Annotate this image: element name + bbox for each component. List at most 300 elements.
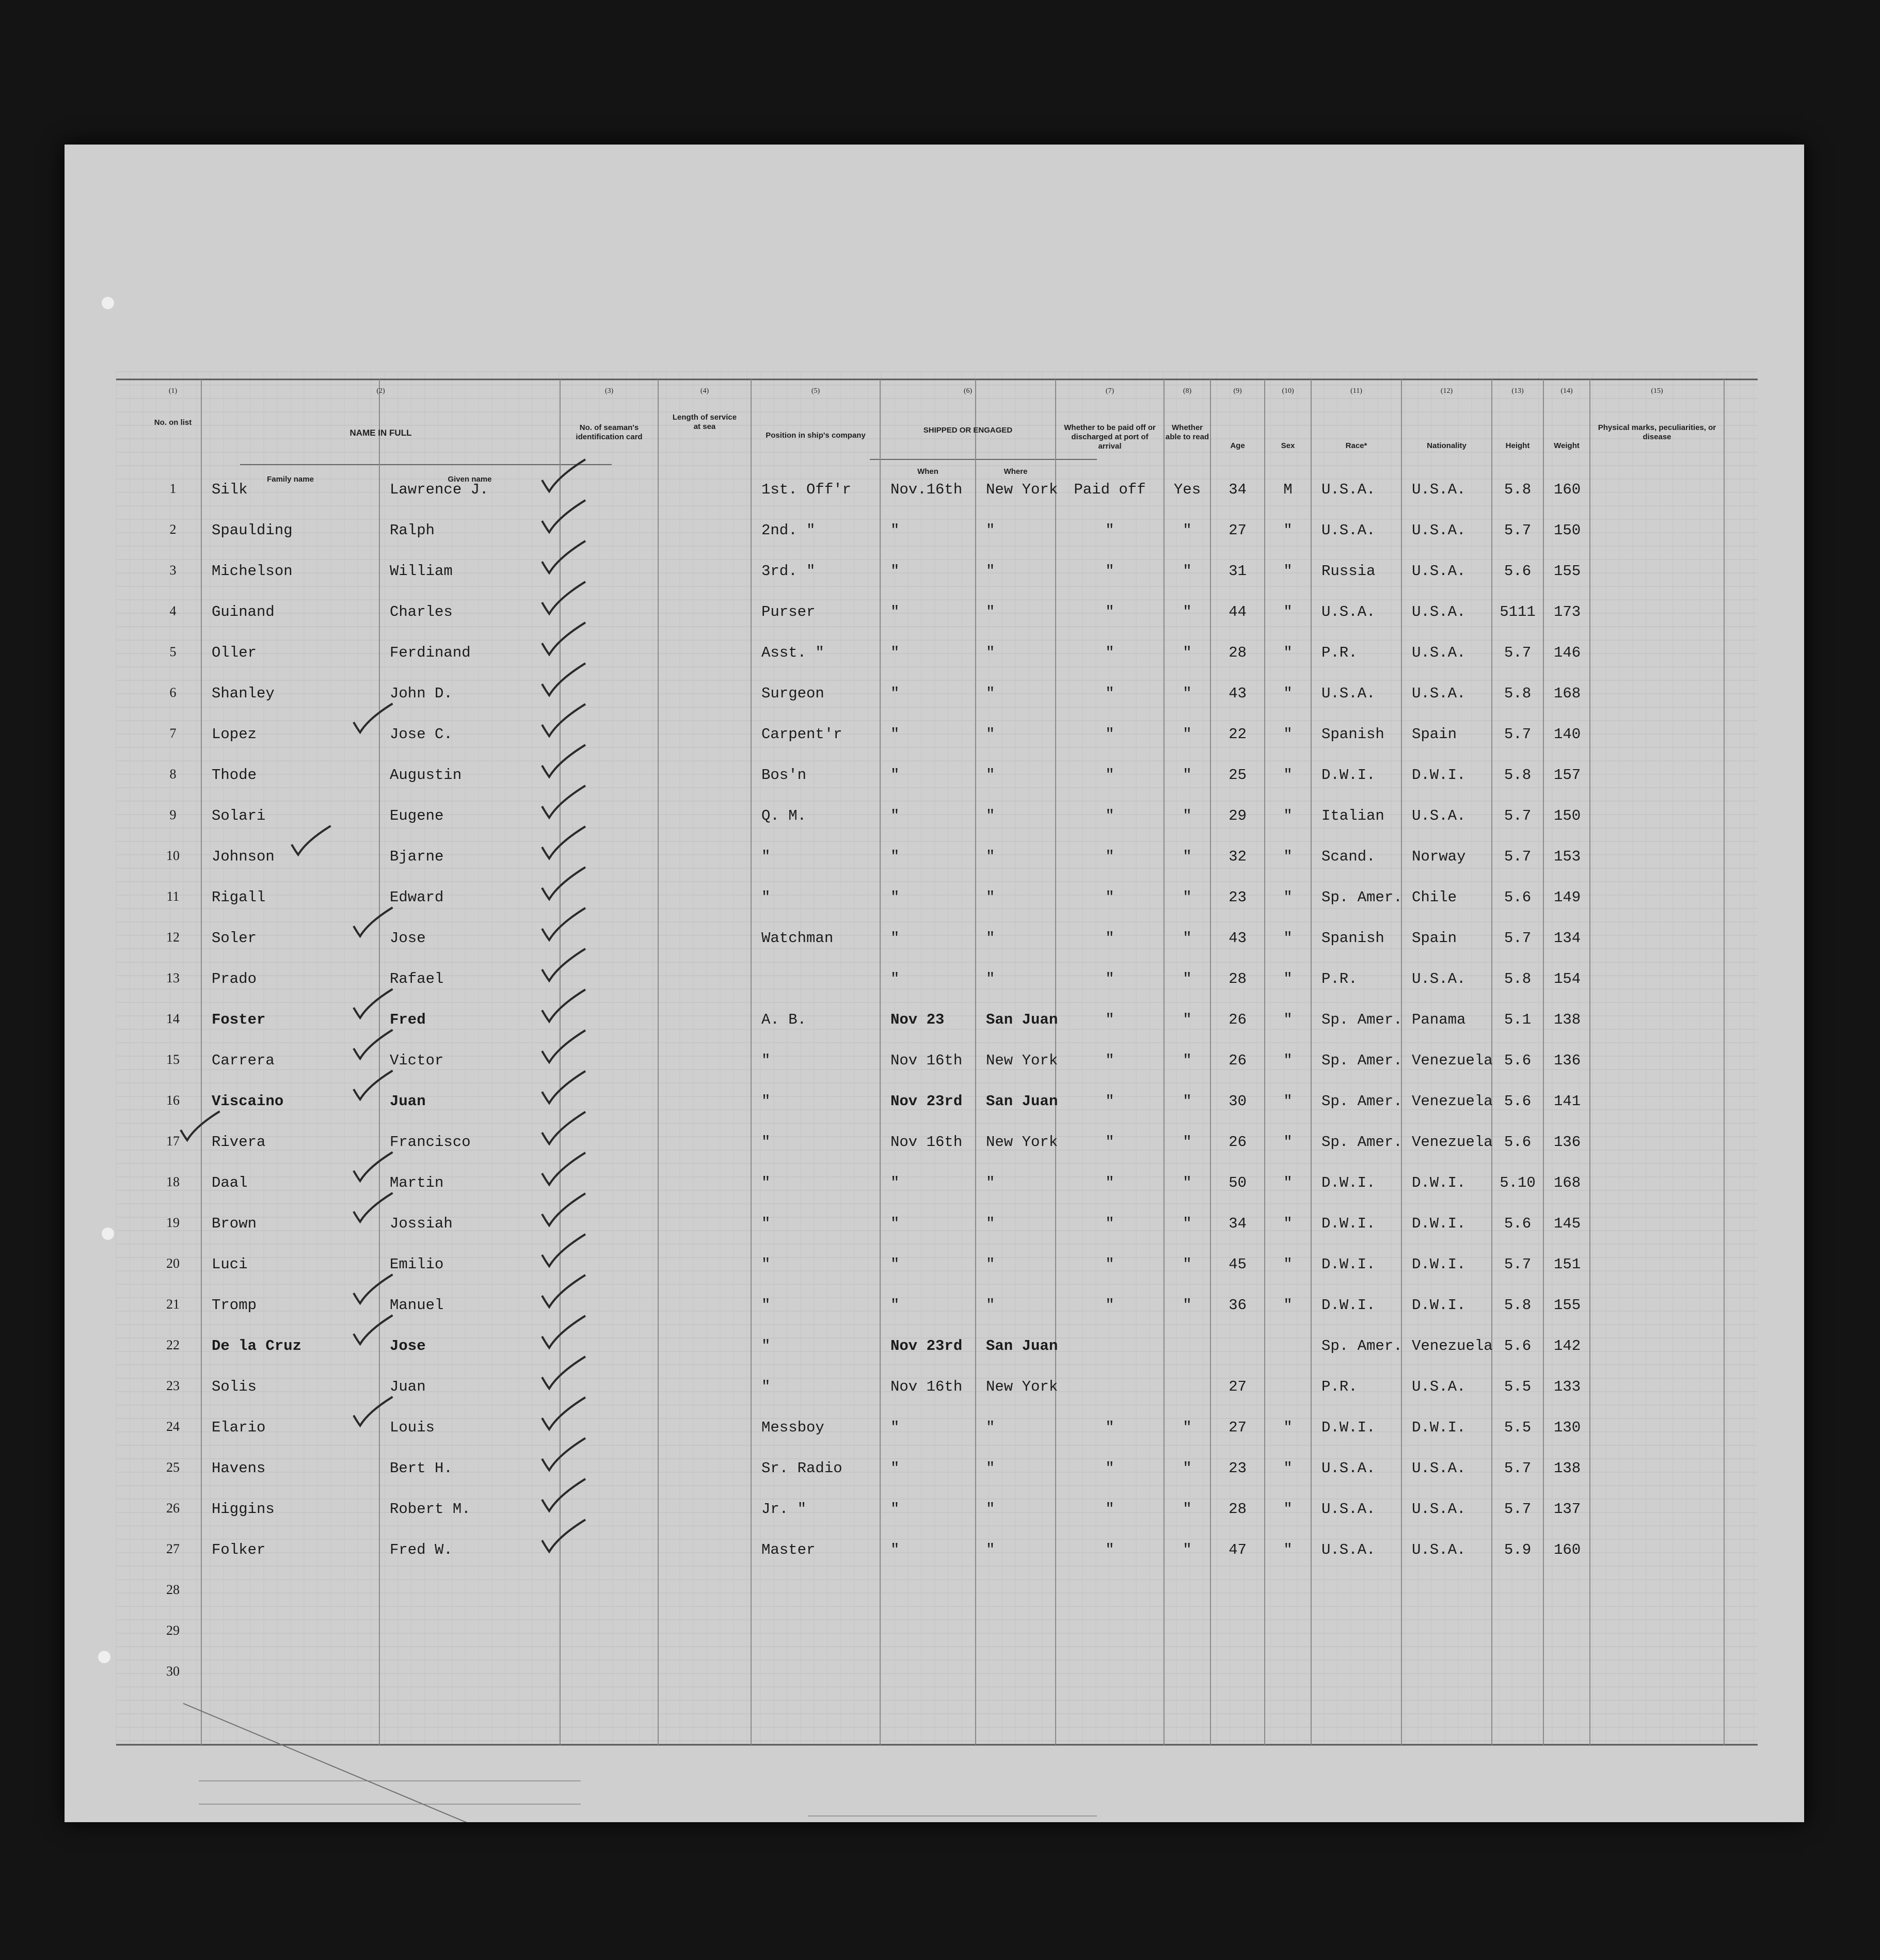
weight: 168 <box>1554 1174 1581 1191</box>
paid-off: " <box>1105 522 1114 539</box>
nationality: U.S.A. <box>1412 563 1466 580</box>
sex: " <box>1283 1052 1293 1069</box>
weight: 155 <box>1554 1297 1581 1314</box>
shipped-when: " <box>890 1174 900 1191</box>
sex: " <box>1283 1541 1293 1558</box>
position: " <box>761 1174 771 1191</box>
weight: 142 <box>1554 1337 1581 1355</box>
race: U.S.A. <box>1321 1501 1376 1518</box>
given-name: Rafael <box>390 970 444 987</box>
age: 27 <box>1229 1419 1247 1436</box>
paid-off: " <box>1105 726 1114 743</box>
header-family-name: Family name <box>267 475 314 484</box>
row-number: 13 <box>166 970 180 985</box>
family-name: Oller <box>212 644 257 661</box>
shipped-where: " <box>986 1256 995 1273</box>
paid-off: " <box>1105 889 1114 906</box>
row-number: 29 <box>166 1623 180 1638</box>
family-name: Folker <box>212 1541 266 1558</box>
race: U.S.A. <box>1321 481 1376 498</box>
sex: " <box>1283 807 1293 824</box>
header-length-service: Length of service at sea <box>672 413 737 431</box>
family-name: Luci <box>212 1256 248 1273</box>
weight: 160 <box>1554 481 1581 498</box>
weight: 154 <box>1554 970 1581 987</box>
weight: 151 <box>1554 1256 1581 1273</box>
nationality: D.W.I. <box>1412 1174 1466 1191</box>
row-number: 19 <box>166 1215 180 1230</box>
position: " <box>761 848 771 865</box>
header-age: Age <box>1230 441 1245 450</box>
weight: 150 <box>1554 522 1581 539</box>
race: Sp. Amer. <box>1321 1011 1403 1028</box>
shipped-when: Nov 23rd <box>890 1337 963 1355</box>
row-number: 18 <box>166 1174 180 1189</box>
header-no-on-list: No. on list <box>154 418 192 427</box>
row-number: 16 <box>166 1093 180 1108</box>
shipped-where: San Juan <box>986 1093 1058 1110</box>
race: Russia <box>1321 563 1376 580</box>
nationality: U.S.A. <box>1412 1501 1466 1518</box>
column-number: (4) <box>700 387 709 395</box>
family-name: Solis <box>212 1378 257 1395</box>
paid-off: " <box>1105 970 1114 987</box>
header-able-to-read: Whether able to read <box>1165 423 1209 441</box>
weight: 153 <box>1554 848 1581 865</box>
shipped-where: New York <box>986 1052 1058 1069</box>
family-name: Silk <box>212 481 248 498</box>
sex: " <box>1283 1134 1293 1151</box>
shipped-where: San Juan <box>986 1011 1058 1028</box>
race: Sp. Amer. <box>1321 1093 1403 1110</box>
race: D.W.I. <box>1321 1174 1376 1191</box>
position: " <box>761 1297 771 1314</box>
row-number: 7 <box>169 726 177 741</box>
family-name: Spaulding <box>212 522 293 539</box>
nationality: U.S.A. <box>1412 522 1466 539</box>
nationality: Norway <box>1412 848 1466 865</box>
row-number: 30 <box>166 1664 180 1679</box>
nationality: Venezuela <box>1412 1134 1493 1151</box>
given-name: Augustin <box>390 767 462 784</box>
able-to-read: " <box>1183 726 1192 743</box>
sex: " <box>1283 848 1293 865</box>
position: " <box>761 1052 771 1069</box>
age: 27 <box>1229 1378 1247 1395</box>
shipped-where: " <box>986 1541 995 1558</box>
paid-off: " <box>1105 1297 1114 1314</box>
family-name: De la Cruz <box>212 1337 302 1355</box>
height: 5.6 <box>1504 563 1532 580</box>
shipped-where: " <box>986 889 995 906</box>
height: 5.7 <box>1504 1460 1532 1477</box>
family-name: Rigall <box>212 889 266 906</box>
able-to-read: " <box>1183 767 1192 784</box>
height: 5.8 <box>1504 767 1532 784</box>
able-to-read: " <box>1183 807 1192 824</box>
given-name: Emilio <box>390 1256 444 1273</box>
family-name: Higgins <box>212 1501 275 1518</box>
punch-hole <box>102 297 114 309</box>
column-number: (3) <box>604 387 614 395</box>
given-name: Ferdinand <box>390 644 471 661</box>
weight: 141 <box>1554 1093 1581 1110</box>
header-shipped-engaged: SHIPPED OR ENGAGED <box>923 426 1013 435</box>
shipped-where: " <box>986 1460 995 1477</box>
race: Italian <box>1321 807 1384 824</box>
family-name: Tromp <box>212 1297 257 1314</box>
able-to-read: " <box>1183 1297 1192 1314</box>
able-to-read: " <box>1183 644 1192 661</box>
sex: " <box>1283 889 1293 906</box>
race: U.S.A. <box>1321 685 1376 702</box>
age: 26 <box>1229 1011 1247 1028</box>
row-number: 1 <box>169 481 177 496</box>
nationality: U.S.A. <box>1412 644 1466 661</box>
family-name: Soler <box>212 930 257 947</box>
height: 5.6 <box>1504 1134 1532 1151</box>
given-name: Robert M. <box>390 1501 471 1518</box>
position: " <box>761 1134 771 1151</box>
able-to-read: " <box>1183 603 1192 620</box>
family-name: Brown <box>212 1215 257 1232</box>
age: 23 <box>1229 889 1247 906</box>
row-number: 24 <box>166 1419 180 1434</box>
position: Watchman <box>761 930 834 947</box>
position: " <box>761 889 771 906</box>
header-id-card: No. of seaman's identification card <box>576 423 643 441</box>
position: " <box>761 1215 771 1232</box>
paid-off: " <box>1105 807 1114 824</box>
height: 5.7 <box>1504 1501 1532 1518</box>
nationality: Chile <box>1412 889 1457 906</box>
weight: 150 <box>1554 807 1581 824</box>
paid-off: " <box>1105 1174 1114 1191</box>
height: 5.7 <box>1504 644 1532 661</box>
sex: " <box>1283 522 1293 539</box>
column-number: (5) <box>811 387 820 395</box>
sex: " <box>1283 726 1293 743</box>
punch-hole <box>98 1651 110 1663</box>
shipped-where: " <box>986 726 995 743</box>
given-name: Bjarne <box>390 848 444 865</box>
weight: 149 <box>1554 889 1581 906</box>
shipped-where: " <box>986 970 995 987</box>
sheet-number <box>1613 196 1618 213</box>
column-number: (15) <box>1651 387 1663 395</box>
row-number: 4 <box>169 603 177 618</box>
nationality: Venezuela <box>1412 1093 1493 1110</box>
header-where: Where <box>1003 467 1028 476</box>
row-number: 8 <box>169 767 177 782</box>
shipped-where: " <box>986 563 995 580</box>
age: 43 <box>1229 685 1247 702</box>
weight: 133 <box>1554 1378 1581 1395</box>
shipped-when: " <box>890 1256 900 1273</box>
sex: " <box>1283 1011 1293 1028</box>
height: 5.6 <box>1504 889 1532 906</box>
voyage-line <box>240 343 1789 369</box>
sex: " <box>1283 1419 1293 1436</box>
position: " <box>761 1378 771 1395</box>
nationality: D.W.I. <box>1412 1419 1466 1436</box>
header-race: Race* <box>1345 441 1367 450</box>
able-to-read: " <box>1183 1501 1192 1518</box>
age: 28 <box>1229 1501 1247 1518</box>
shipped-when: " <box>890 1541 900 1558</box>
position: 1st. Off'r <box>761 481 852 498</box>
given-name: Jose C. <box>390 726 453 743</box>
nationality: U.S.A. <box>1412 481 1466 498</box>
height: 5.8 <box>1504 970 1532 987</box>
nationality: U.S.A. <box>1412 603 1466 620</box>
given-name: Juan <box>390 1093 426 1110</box>
column-number: (8) <box>1183 387 1192 395</box>
family-name: Carrera <box>212 1052 275 1069</box>
position: Purser <box>761 603 816 620</box>
height: 5.6 <box>1504 1337 1532 1355</box>
weight: 145 <box>1554 1215 1581 1232</box>
able-to-read: " <box>1183 1093 1192 1110</box>
family-name: Havens <box>212 1460 266 1477</box>
shipped-when: Nov 23rd <box>890 1093 963 1110</box>
paid-off: " <box>1105 644 1114 661</box>
given-name: Juan <box>390 1378 426 1395</box>
given-name: Jose <box>390 930 426 947</box>
weight: 137 <box>1554 1501 1581 1518</box>
able-to-read: " <box>1183 1011 1192 1028</box>
position: Messboy <box>761 1419 824 1436</box>
row-number: 5 <box>169 644 177 659</box>
given-name: Lawrence J. <box>390 481 489 498</box>
shipped-when: Nov 16th <box>890 1052 963 1069</box>
age: 30 <box>1229 1093 1247 1110</box>
position: Asst. " <box>761 644 824 661</box>
height: 5.7 <box>1504 930 1532 947</box>
position: Sr. Radio <box>761 1460 842 1477</box>
weight: 140 <box>1554 726 1581 743</box>
weight: 138 <box>1554 1011 1581 1028</box>
row-number: 15 <box>166 1052 180 1067</box>
family-name: Elario <box>212 1419 266 1436</box>
able-to-read: " <box>1183 1541 1192 1558</box>
weight: 136 <box>1554 1052 1581 1069</box>
column-number: (7) <box>1105 387 1114 395</box>
shipped-when: " <box>890 1501 900 1518</box>
nationality: U.S.A. <box>1412 807 1466 824</box>
sex: " <box>1283 563 1293 580</box>
height: 5.10 <box>1500 1174 1536 1191</box>
paid-off: " <box>1105 1093 1114 1110</box>
paid-off: " <box>1105 1256 1114 1273</box>
sex: M <box>1283 481 1293 498</box>
column-number: (6) <box>963 387 973 395</box>
able-to-read: " <box>1183 522 1192 539</box>
given-name: Jossiah <box>390 1215 453 1232</box>
given-name: Eugene <box>390 807 444 824</box>
height: 5.8 <box>1504 685 1532 702</box>
row-number: 23 <box>166 1378 180 1393</box>
sex: " <box>1283 685 1293 702</box>
weight: 146 <box>1554 644 1581 661</box>
nationality: Spain <box>1412 726 1457 743</box>
family-name: Johnson <box>212 848 275 865</box>
age: 32 <box>1229 848 1247 865</box>
age: 47 <box>1229 1541 1247 1558</box>
sex: " <box>1283 970 1293 987</box>
position: 3rd. " <box>761 563 816 580</box>
shipped-when: Nov 23 <box>890 1011 945 1028</box>
sex: " <box>1283 1174 1293 1191</box>
column-number: (10) <box>1282 387 1294 395</box>
race: D.W.I. <box>1321 1297 1376 1314</box>
able-to-read: " <box>1183 1460 1192 1477</box>
sex: " <box>1283 1501 1293 1518</box>
shipped-when: " <box>890 644 900 661</box>
given-name: Martin <box>390 1174 444 1191</box>
shipped-when: Nov 16th <box>890 1378 963 1395</box>
family-name: Lopez <box>212 726 257 743</box>
age: 31 <box>1229 563 1247 580</box>
paid-off: " <box>1105 1541 1114 1558</box>
race: U.S.A. <box>1321 1541 1376 1558</box>
nationality: D.W.I. <box>1412 1215 1466 1232</box>
age: 34 <box>1229 1215 1247 1232</box>
nationality: U.S.A. <box>1412 1460 1466 1477</box>
row-number: 25 <box>166 1460 180 1475</box>
weight: 160 <box>1554 1541 1581 1558</box>
able-to-read: " <box>1183 848 1192 865</box>
age: 23 <box>1229 1460 1247 1477</box>
family-name: Prado <box>212 970 257 987</box>
age: 28 <box>1229 970 1247 987</box>
able-to-read: " <box>1183 1419 1192 1436</box>
column-number: (11) <box>1350 387 1362 395</box>
sex: " <box>1283 644 1293 661</box>
position: " <box>761 1256 771 1273</box>
shipped-where: " <box>986 1215 995 1232</box>
age: 34 <box>1229 481 1247 498</box>
age: 43 <box>1229 930 1247 947</box>
shipped-when: " <box>890 970 900 987</box>
race: U.S.A. <box>1321 603 1376 620</box>
height: 5.7 <box>1504 1256 1532 1273</box>
nationality: D.W.I. <box>1412 1256 1466 1273</box>
position: Carpent'r <box>761 726 842 743</box>
height: 5111 <box>1500 603 1536 620</box>
able-to-read: " <box>1183 1256 1192 1273</box>
sex: " <box>1283 930 1293 947</box>
race: D.W.I. <box>1321 1215 1376 1232</box>
able-to-read: " <box>1183 685 1192 702</box>
row-number: 22 <box>166 1337 180 1352</box>
given-name: Victor <box>390 1052 444 1069</box>
sex: " <box>1283 1093 1293 1110</box>
row-number: 10 <box>166 848 180 863</box>
position: Bos'n <box>761 767 807 784</box>
given-name: Francisco <box>390 1134 471 1151</box>
able-to-read: " <box>1183 1215 1192 1232</box>
row-number: 12 <box>166 930 180 945</box>
paid-off: " <box>1105 1011 1114 1028</box>
nationality: U.S.A. <box>1412 685 1466 702</box>
height: 5.8 <box>1504 481 1532 498</box>
nationality: Venezuela <box>1412 1052 1493 1069</box>
paid-off: " <box>1105 1052 1114 1069</box>
given-name: Jose <box>390 1337 426 1355</box>
height: 5.7 <box>1504 726 1532 743</box>
shipped-when: " <box>890 930 900 947</box>
able-to-read: " <box>1183 563 1192 580</box>
nationality: Spain <box>1412 930 1457 947</box>
family-name: Shanley <box>212 685 275 702</box>
able-to-read: " <box>1183 1134 1192 1151</box>
weight: 155 <box>1554 563 1581 580</box>
shipped-when: " <box>890 1419 900 1436</box>
family-name: Viscaino <box>212 1093 284 1110</box>
height: 5.5 <box>1504 1419 1532 1436</box>
row-number: 9 <box>169 807 177 822</box>
shipped-when: " <box>890 603 900 620</box>
paid-off: " <box>1105 1134 1114 1151</box>
shipped-when: " <box>890 767 900 784</box>
shipped-where: New York <box>986 1378 1058 1395</box>
paid-off: " <box>1105 563 1114 580</box>
given-name: Ralph <box>390 522 435 539</box>
shipped-where: New York <box>986 481 1058 498</box>
height: 5.6 <box>1504 1215 1532 1232</box>
given-name: Edward <box>390 889 444 906</box>
race: P.R. <box>1321 970 1358 987</box>
given-name: John D. <box>390 685 453 702</box>
shipped-where: " <box>986 603 995 620</box>
family-name: Rivera <box>212 1134 266 1151</box>
header-height: Height <box>1505 441 1530 450</box>
height: 5.6 <box>1504 1093 1532 1110</box>
nationality: Panama <box>1412 1011 1466 1028</box>
row-number: 20 <box>166 1256 180 1271</box>
header-given-name: Given name <box>448 475 492 484</box>
row-number: 3 <box>169 563 177 578</box>
paid-off: " <box>1105 1419 1114 1436</box>
shipped-where: " <box>986 685 995 702</box>
weight: 134 <box>1554 930 1581 947</box>
column-number: (12) <box>1440 387 1453 395</box>
row-number: 27 <box>166 1541 180 1556</box>
position: " <box>761 1337 771 1355</box>
race: D.W.I. <box>1321 1256 1376 1273</box>
family-name: Solari <box>212 807 266 824</box>
family-name: Thode <box>212 767 257 784</box>
nationality: U.S.A. <box>1412 1378 1466 1395</box>
race: P.R. <box>1321 644 1358 661</box>
shipped-when: " <box>890 563 900 580</box>
given-name: Manuel <box>390 1297 444 1314</box>
shipped-where: " <box>986 1174 995 1191</box>
position: Master <box>761 1541 816 1558</box>
paid-off: " <box>1105 1501 1114 1518</box>
age: 28 <box>1229 644 1247 661</box>
header-paid-off: Whether to be paid off or discharged at port of arrival <box>1064 423 1156 451</box>
shipped-when: " <box>890 807 900 824</box>
header-sex: Sex <box>1281 441 1295 450</box>
sex: " <box>1283 1460 1293 1477</box>
weight: 157 <box>1554 767 1581 784</box>
shipped-where: " <box>986 644 995 661</box>
shipped-where: " <box>986 1297 995 1314</box>
nationality: U.S.A. <box>1412 970 1466 987</box>
shipped-where: " <box>986 930 995 947</box>
